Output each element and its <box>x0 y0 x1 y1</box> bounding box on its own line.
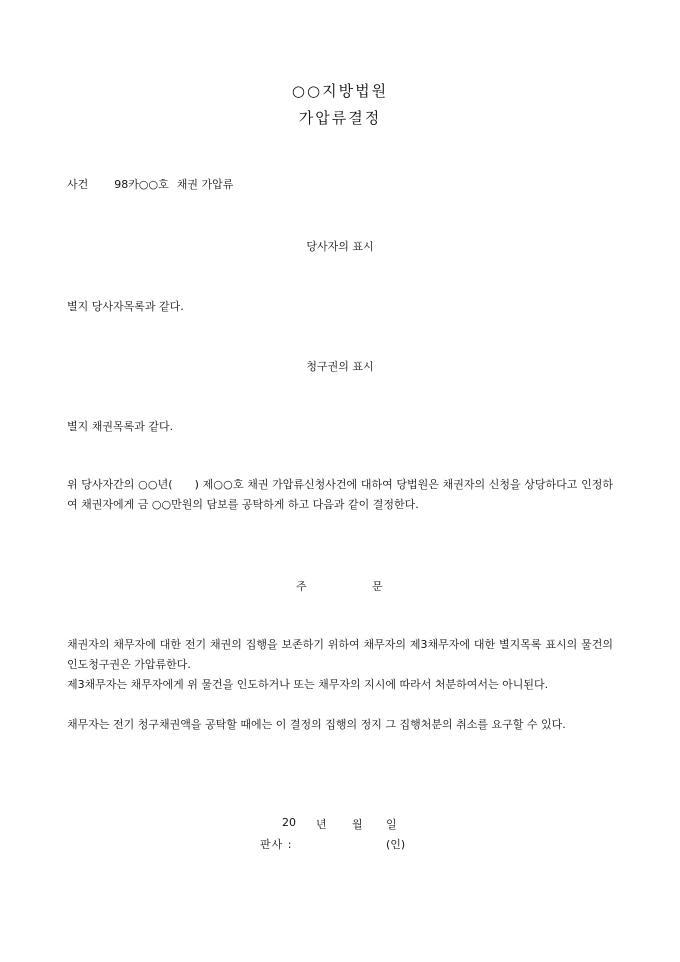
order-paragraph-3: 채무자는 전기 청구채권액을 공탁할 때에는 이 결정의 집행의 정지 그 집행처분의 취소를 요구할 수 있다. <box>67 718 566 731</box>
parties-heading: 당사자의 표시 <box>306 240 374 253</box>
claims-text: 별지 채권목록과 같다. <box>67 420 174 433</box>
case-number: 98카○○호 <box>114 178 169 191</box>
date-year-label: 년 <box>316 818 327 831</box>
case-line <box>67 176 233 192</box>
order-heading-1: 주 <box>296 580 307 593</box>
body-paragraph: 위 당사자간의 ○○년( ) 제○○호 채권 가압류신청사건에 대하여 당법원은 채권자의 신청을 상당하다고 인정하여 채권자에게 금 ○○만원의 담보를 공탁하게 하고 다음과 같이 결정한다. <box>67 478 613 511</box>
date-year-prefix: 20 <box>282 816 296 829</box>
court-name: ○○지방법원 <box>291 82 389 100</box>
case-label: 사건 <box>67 178 89 191</box>
parties-text: 별지 당사자목록과 같다. <box>67 300 184 313</box>
date-day-label: 일 <box>386 818 397 831</box>
judge-seal: (인) <box>386 838 406 851</box>
date-month-label: 월 <box>352 818 363 831</box>
judge-label: 판사 : <box>260 838 293 851</box>
document-title: 가압류결정 <box>298 109 382 127</box>
order-heading-2: 문 <box>372 580 383 593</box>
case-name: 채권 가압류 <box>176 178 234 191</box>
claims-heading: 청구권의 표시 <box>306 360 374 373</box>
order-paragraph-1: 채권자의 채무자에 대한 전기 채권의 집행을 보존하기 위하여 채무자의 제3채무자에 대한 별지목록 표시의 물건의 인도청구권은 가압류한다. <box>67 638 613 671</box>
order-paragraph-2: 제3채무자는 채무자에게 위 물건을 인도하거나 또는 채무자의 지시에 따라서 처분하여서는 아니된다. <box>67 678 549 691</box>
